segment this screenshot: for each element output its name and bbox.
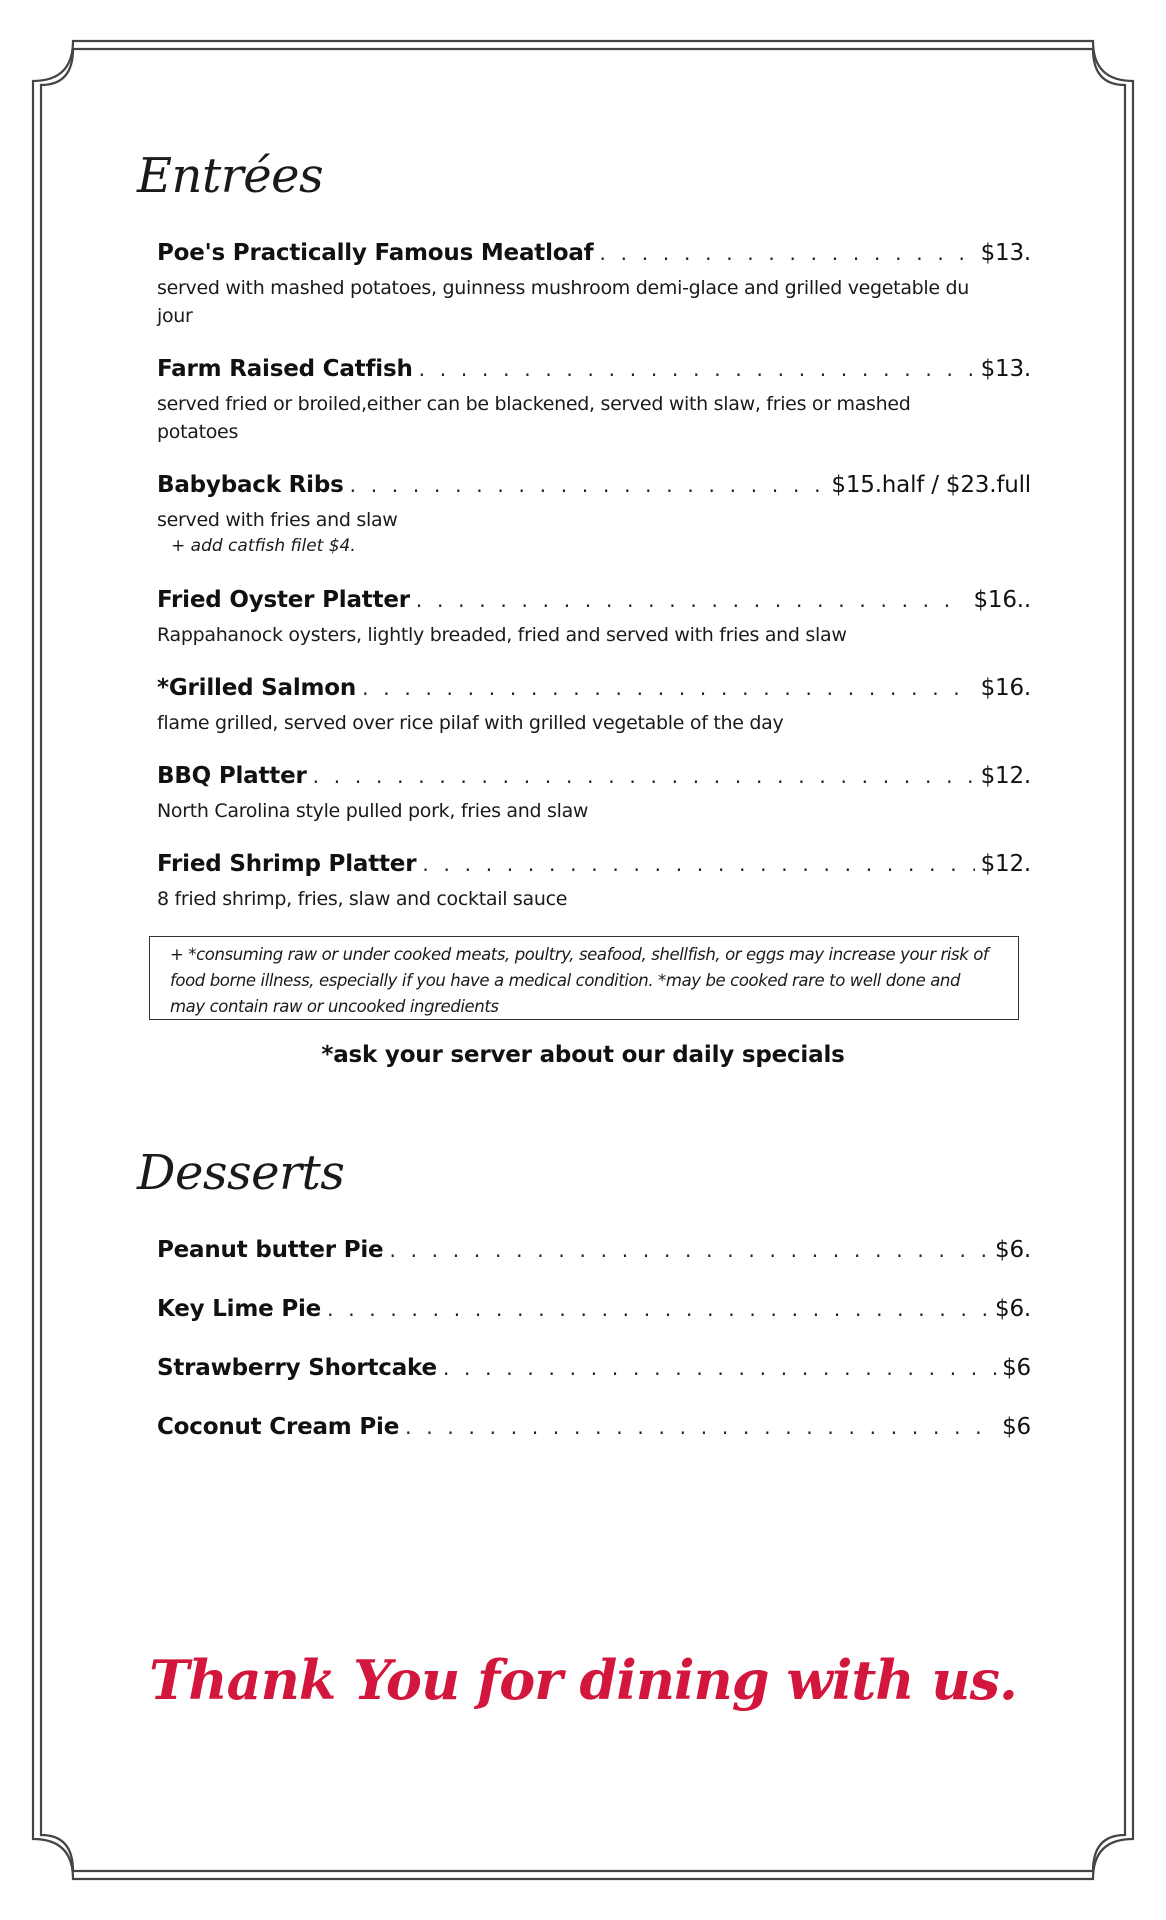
food-safety-notice: + *consuming raw or under cooked meats, poultry, seafood, shellfish, or eggs may increase your risk of food borne illness, especially if you have a medical condition. *may be cooked rare to well done and may contain raw or uncooked ingredients <box>149 936 1019 1020</box>
desserts-title: Desserts <box>137 1145 345 1201</box>
menu-item-grilled-salmon <box>157 675 1031 737</box>
dessert-item-strawberry-shortcake <box>157 1355 1031 1389</box>
dessert-item-key-lime-pie <box>157 1296 1031 1330</box>
menu-item-bbq-platter <box>157 763 1031 825</box>
item-name: Key Lime Pie <box>157 1296 322 1322</box>
item-name: Peanut butter Pie <box>157 1237 384 1263</box>
item-price: $16.. <box>973 587 1031 613</box>
dot-leader <box>416 588 968 612</box>
item-description: North Carolina style pulled pork, fries and slaw <box>157 800 589 822</box>
dot-leader <box>327 1297 989 1321</box>
entrees-title: Entrées <box>137 148 324 204</box>
item-name: Farm Raised Catfish <box>157 356 413 382</box>
menu-item-oyster-platter <box>157 587 1031 649</box>
item-price: $6. <box>995 1296 1031 1322</box>
item-price: $16. <box>980 675 1031 701</box>
item-price: $15.half / $23.full <box>831 472 1031 498</box>
item-price: $13. <box>980 356 1031 382</box>
item-description: flame grilled, served over rice pilaf with grilled vegetable of the day <box>157 712 784 734</box>
dot-leader <box>350 473 826 497</box>
dot-leader <box>405 1415 996 1439</box>
menu-item-shrimp-platter <box>157 851 1031 913</box>
item-price: $6. <box>995 1237 1031 1263</box>
item-name: *Grilled Salmon <box>157 675 357 701</box>
item-name: Babyback Ribs <box>157 472 344 498</box>
item-addon: + add catfish filet $4. <box>171 536 356 556</box>
dot-leader <box>362 676 974 700</box>
item-price: $6 <box>1002 1355 1031 1381</box>
item-price: $12. <box>980 763 1031 789</box>
item-price: $12. <box>980 851 1031 877</box>
item-description: served with mashed potatoes, guinness mushroom demi-glace and grilled vegetable du jour <box>157 277 970 327</box>
item-price: $13. <box>980 240 1031 266</box>
item-price: $6 <box>1002 1414 1031 1440</box>
menu-item-catfish <box>157 356 1031 446</box>
dot-leader <box>419 357 975 381</box>
dot-leader <box>422 852 974 876</box>
dot-leader <box>313 764 975 788</box>
item-name: Coconut Cream Pie <box>157 1414 400 1440</box>
item-name: BBQ Platter <box>157 763 307 789</box>
item-name: Strawberry Shortcake <box>157 1355 437 1381</box>
dessert-item-coconut-cream-pie <box>157 1414 1031 1448</box>
item-description: served fried or broiled,either can be blackened, served with slaw, fries or mashed potatoes <box>157 393 911 443</box>
dot-leader <box>443 1356 996 1380</box>
menu-item-ribs <box>157 472 1031 558</box>
menu-item-meatloaf <box>157 240 1031 330</box>
dessert-item-peanut-butter-pie <box>157 1237 1031 1271</box>
specials-note: *ask your server about our daily specials <box>321 1042 845 1068</box>
item-name: Fried Oyster Platter <box>157 587 410 613</box>
item-description: 8 fried shrimp, fries, slaw and cocktail sauce <box>157 888 568 910</box>
dot-leader <box>389 1238 989 1262</box>
closing-message: Thank You for dining with us. <box>149 1648 1017 1712</box>
item-description: served with fries and slaw <box>157 509 398 531</box>
item-description: Rappahanock oysters, lightly breaded, fried and served with fries and slaw <box>157 624 847 646</box>
item-name: Poe's Practically Famous Meatloaf <box>157 240 594 266</box>
item-name: Fried Shrimp Platter <box>157 851 417 877</box>
dot-leader <box>600 241 975 265</box>
